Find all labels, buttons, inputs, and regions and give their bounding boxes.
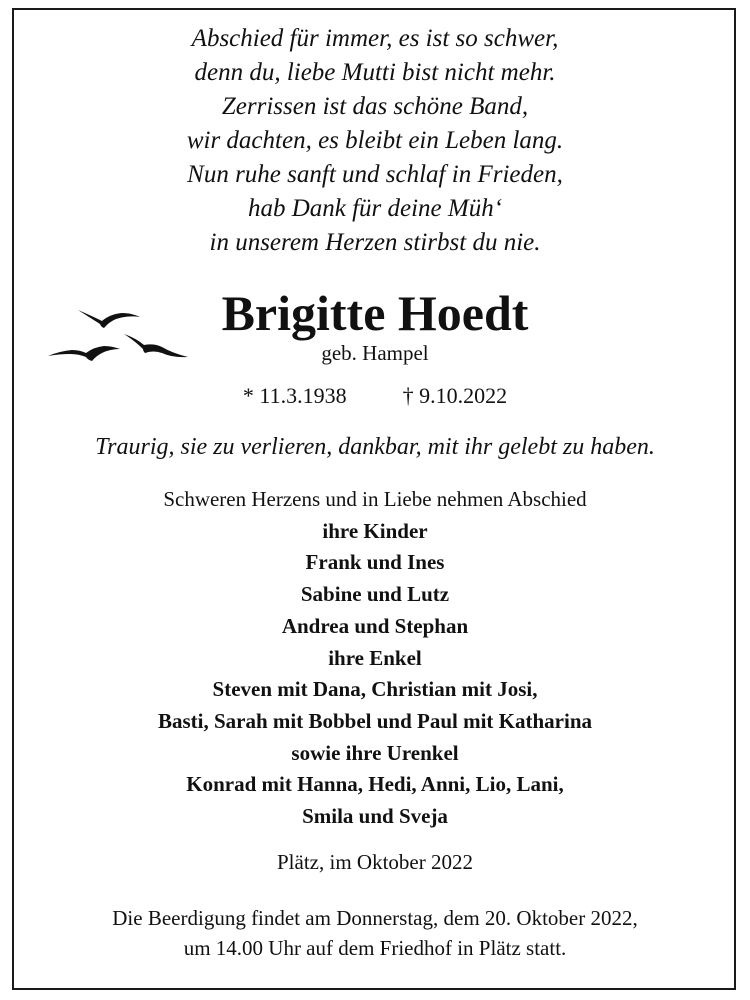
great-grandchildren-entry: Smila und Sveja	[302, 804, 448, 829]
life-dates	[0, 382, 750, 410]
motto: Traurig, sie zu verlieren, dankbar, mit ihr gelebt zu haben.	[95, 434, 655, 460]
funeral-info	[0, 903, 750, 963]
place-and-date: Plätz, im Oktober 2022	[277, 850, 473, 874]
funeral-line: Die Beerdigung findet am Donnerstag, dem 20. Oktober 2022,	[112, 906, 638, 930]
child-entry: Sabine und Lutz	[300, 582, 450, 607]
great-grandchildren-heading: sowie ihre Urenkel	[291, 740, 459, 765]
child-entry: Frank und Ines	[305, 550, 445, 575]
grandchildren-entry: Steven mit Dana, Christian mit Josi,	[212, 677, 538, 702]
death-date: † 9.10.2022	[402, 383, 508, 408]
grandchildren-heading: ihre Enkel	[328, 645, 422, 670]
poem-line: in unserem Herzen stirbst du nie.	[209, 229, 541, 256]
great-grandchildren-entry: Konrad mit Hanna, Hedi, Anni, Lio, Lani,	[186, 772, 564, 797]
child-entry: Andrea und Stephan	[281, 613, 469, 638]
poem-line: hab Dank für deine Müh‘	[247, 195, 503, 222]
funeral-line: um 14.00 Uhr auf dem Friedhof in Plätz statt.	[183, 936, 567, 960]
children-heading: ihre Kinder	[322, 518, 428, 543]
poem-line: Nun ruhe sanft und schlaf in Frieden,	[187, 161, 563, 188]
maiden-name: geb. Hampel	[321, 341, 429, 365]
deceased-name: Brigitte Hoedt	[221, 285, 529, 341]
poem-line: denn du, liebe Mutti bist nicht mehr.	[194, 59, 556, 86]
family-intro: Schweren Herzens und in Liebe nehmen Abschied	[163, 487, 587, 511]
memorial-poem	[0, 22, 750, 260]
poem-line: Abschied für immer, es ist so schwer,	[191, 25, 559, 52]
poem-line: Zerrissen ist das schöne Band,	[221, 93, 529, 120]
poem-line: wir dachten, es bleibt ein Leben lang.	[186, 127, 564, 154]
family-section	[0, 484, 750, 833]
grandchildren-entry: Basti, Sarah mit Bobbel und Paul mit Katharina	[157, 708, 593, 733]
birth-date: * 11.3.1938	[242, 383, 347, 408]
